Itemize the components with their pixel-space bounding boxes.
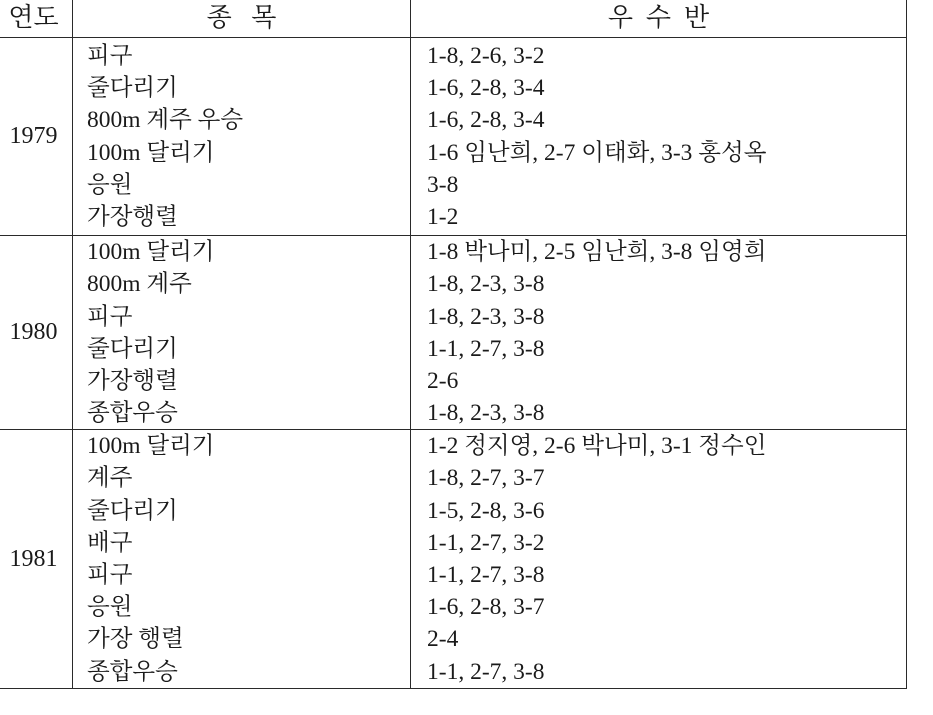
event-item: 가장 행렬 xyxy=(87,626,184,653)
year-group-1981 xyxy=(0,430,907,689)
event-item: 피구 xyxy=(87,562,133,588)
year-group-1979 xyxy=(0,38,907,236)
winner-item: 1-2 정지영, 2-6 박나미, 3-1 정수인 xyxy=(427,433,767,460)
winner-list xyxy=(411,38,907,236)
winner-item: 1-6, 2-8, 3-7 xyxy=(427,594,545,621)
winner-item: 1-8, 2-6, 3-2 xyxy=(427,43,545,69)
event-item: 800m 계주 우승 xyxy=(87,107,244,134)
event-item: 가장행렬 xyxy=(87,367,178,394)
header-row xyxy=(0,0,907,38)
winner-list xyxy=(411,430,907,689)
winner-item: 1-8 박나미, 2-5 임난희, 3-8 임영희 xyxy=(427,239,767,266)
event-item: 100m 달리기 xyxy=(87,239,215,266)
event-item: 800m 계주 xyxy=(87,271,192,298)
event-item: 배구 xyxy=(87,529,133,556)
winner-item: 1-6 임난희, 2-7 이태화, 3-3 홍성옥 xyxy=(427,139,767,166)
winner-item: 2-6 xyxy=(427,367,459,394)
event-item: 100m 달리기 xyxy=(87,433,215,460)
event-list xyxy=(73,430,411,689)
header-event: 종 목 xyxy=(73,0,411,38)
year-group-1980 xyxy=(0,236,907,430)
event-item: 줄다리기 xyxy=(87,75,178,102)
winner-item: 3-8 xyxy=(427,171,459,198)
winner-item: 1-6, 2-8, 3-4 xyxy=(427,75,545,102)
header-winner: 우 수 반 xyxy=(411,0,907,38)
event-list xyxy=(73,236,411,430)
winner-item: 1-1, 2-7, 3-8 xyxy=(427,335,545,362)
year-cell: 1981 xyxy=(0,430,73,689)
winner-item: 1-8, 2-3, 3-8 xyxy=(427,400,545,427)
winner-item: 1-8, 2-3, 3-8 xyxy=(427,271,545,298)
winner-item: 2-4 xyxy=(427,626,459,653)
event-item: 피구 xyxy=(87,303,133,330)
event-item: 피구 xyxy=(87,43,133,69)
header-year: 연도 xyxy=(0,0,73,38)
winner-item: 1-1, 2-7, 3-8 xyxy=(427,562,545,588)
winner-item: 1-1, 2-7, 3-2 xyxy=(427,529,545,556)
year-cell: 1979 xyxy=(0,38,73,236)
winner-item: 1-8, 2-3, 3-8 xyxy=(427,303,545,330)
event-item: 종합우승 xyxy=(87,658,178,685)
event-item: 응원 xyxy=(87,594,133,621)
winner-list xyxy=(411,236,907,430)
event-item: 가장행렬 xyxy=(87,203,178,230)
winner-item: 1-2 xyxy=(427,203,459,230)
event-item: 응원 xyxy=(87,171,133,198)
winner-item: 1-1, 2-7, 3-8 xyxy=(427,658,545,685)
event-item: 계주 xyxy=(87,465,133,492)
winner-item: 1-6, 2-8, 3-4 xyxy=(427,107,545,134)
event-item: 종합우승 xyxy=(87,400,178,427)
winner-item: 1-8, 2-7, 3-7 xyxy=(427,465,545,492)
winner-item: 1-5, 2-8, 3-6 xyxy=(427,497,545,524)
event-item: 줄다리기 xyxy=(87,335,178,362)
year-cell: 1980 xyxy=(0,236,73,430)
event-item: 100m 달리기 xyxy=(87,139,215,166)
event-item: 줄다리기 xyxy=(87,497,178,524)
event-list xyxy=(73,38,411,236)
